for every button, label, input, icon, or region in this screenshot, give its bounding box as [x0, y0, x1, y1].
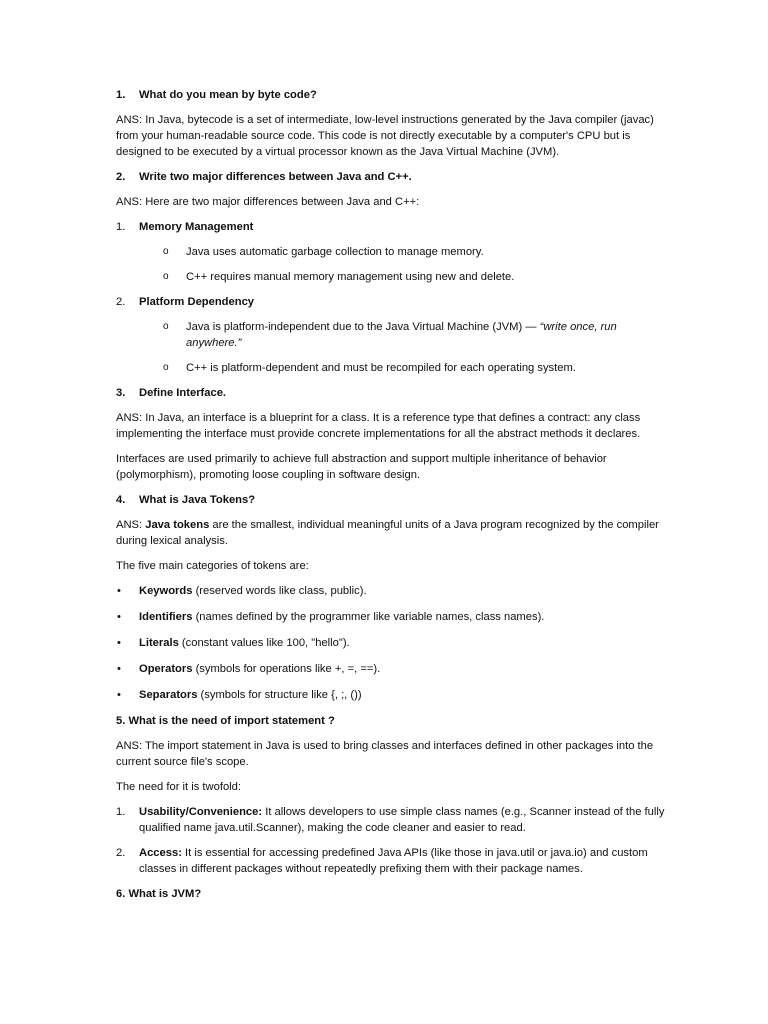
token-description: (symbols for structure like {, ;, ()): [197, 689, 362, 701]
question-5-answer: ANS: The import statement in Java is used to bring classes and interfaces defined in other packages into the current source file's scope.: [116, 740, 654, 768]
item-number: 1.: [116, 806, 126, 818]
question-number: 4.: [116, 494, 126, 506]
item-text: It allows developers to use simple class names (e.g., Scanner instead of the fully qualified name java.util.Scanner), making the code cleaner and easier to read.: [139, 806, 665, 834]
question-1-heading: [116, 87, 666, 103]
token-name: Keywords: [139, 585, 193, 597]
question-6-heading: 6. What is JVM?: [116, 888, 202, 900]
item-number: 1.: [116, 221, 126, 233]
difference-item-platform: [116, 294, 666, 310]
item-heading: Usability/Convenience:: [139, 806, 263, 818]
bullet-icon: •: [117, 585, 121, 597]
sub-point-text: Java is platform-independent due to the Java Virtual Machine (JVM) —: [186, 321, 540, 333]
token-list-item: [116, 583, 666, 599]
bullet-icon: •: [117, 637, 121, 649]
circle-bullet-icon: o: [163, 362, 169, 373]
question-number: 2.: [116, 171, 126, 183]
question-1-answer: ANS: In Java, bytecode is a set of intermediate, low-level instructions generated by the Java compiler (javac) from your human-readable source code. This code is not directly executable by a computer's CPU but is designed to be executed by a virtual processor known as the Java Virtual Machine (JVM).: [116, 114, 654, 158]
question-4-heading: [116, 492, 666, 508]
need-item-usability: [116, 804, 666, 836]
question-2-intro: ANS: Here are two major differences between Java and C++:: [116, 196, 420, 208]
item-heading: Memory Management: [139, 221, 254, 233]
sub-point: [116, 319, 666, 351]
question-title: What do you mean by byte code?: [139, 89, 317, 101]
document-body: [116, 87, 666, 911]
question-2-heading: [116, 169, 666, 185]
token-description: (symbols for operations like +, =, ==).: [192, 663, 381, 675]
circle-bullet-icon: o: [163, 321, 169, 332]
token-description: (constant values like 100, "hello").: [178, 637, 350, 649]
token-name: Operators: [139, 663, 193, 675]
question-title: Define Interface.: [139, 387, 227, 399]
token-description: (reserved words like class, public).: [192, 585, 367, 597]
token-list-item: [116, 609, 666, 625]
question-number: 1.: [116, 89, 126, 101]
question-3-paragraph-2: Interfaces are used primarily to achieve full abstraction and support multiple inheritance of behavior (polymorphism), promoting loose coupling in software design.: [116, 453, 607, 481]
token-name: Identifiers: [139, 611, 193, 623]
question-5-intro: The need for it is twofold:: [116, 781, 241, 793]
sub-point-quote: “write once, run anywhere.”: [186, 321, 617, 349]
sub-point-text: Java uses automatic garbage collection to manage memory.: [186, 246, 484, 258]
question-4-intro: The five main categories of tokens are:: [116, 560, 309, 572]
answer-text: are the smallest, individual meaningful units of a Java program recognized by the compiler during lexical analysis.: [116, 519, 659, 547]
bullet-icon: •: [117, 663, 121, 675]
question-title: Write two major differences between Java and C++.: [139, 171, 412, 183]
circle-bullet-icon: o: [163, 246, 169, 257]
answer-prefix: ANS:: [116, 519, 146, 531]
item-text: It is essential for accessing predefined Java APIs (like those in java.util or java.io) and custom classes in different packages without repeatedly prefixing them with their package names.: [139, 847, 648, 875]
difference-item-memory: [116, 219, 666, 235]
item-heading: Platform Dependency: [139, 296, 255, 308]
question-5-heading: 5. What is the need of import statement ?: [116, 715, 335, 727]
question-number: 3.: [116, 387, 126, 399]
token-name: Literals: [139, 637, 179, 649]
token-list-item: [116, 635, 666, 651]
sub-point: [116, 360, 666, 376]
bullet-icon: •: [117, 611, 121, 623]
item-heading: Access:: [139, 847, 182, 859]
question-3-answer: ANS: In Java, an interface is a blueprint for a class. It is a reference type that defines a contract: any class implementing the interface must provide concrete implementations for all the abstract methods it declares.: [116, 412, 641, 440]
question-3-heading: [116, 385, 666, 401]
sub-point-text: C++ is platform-dependent and must be recompiled for each operating system.: [186, 362, 576, 374]
item-number: 2.: [116, 296, 126, 308]
token-description: (names defined by the programmer like variable names, class names).: [192, 611, 545, 623]
answer-term: Java tokens: [145, 519, 210, 531]
sub-point-text: C++ requires manual memory management using new and delete.: [186, 271, 515, 283]
question-4-answer: [116, 517, 666, 549]
bullet-icon: •: [117, 689, 121, 701]
circle-bullet-icon: o: [163, 271, 169, 282]
token-name: Separators: [139, 689, 198, 701]
sub-point: [116, 244, 666, 260]
token-list-item: [116, 661, 666, 677]
item-number: 2.: [116, 847, 126, 859]
question-title: What is Java Tokens?: [139, 494, 256, 506]
need-item-access: [116, 845, 666, 877]
token-list-item: [116, 687, 666, 703]
sub-point: [116, 269, 666, 285]
